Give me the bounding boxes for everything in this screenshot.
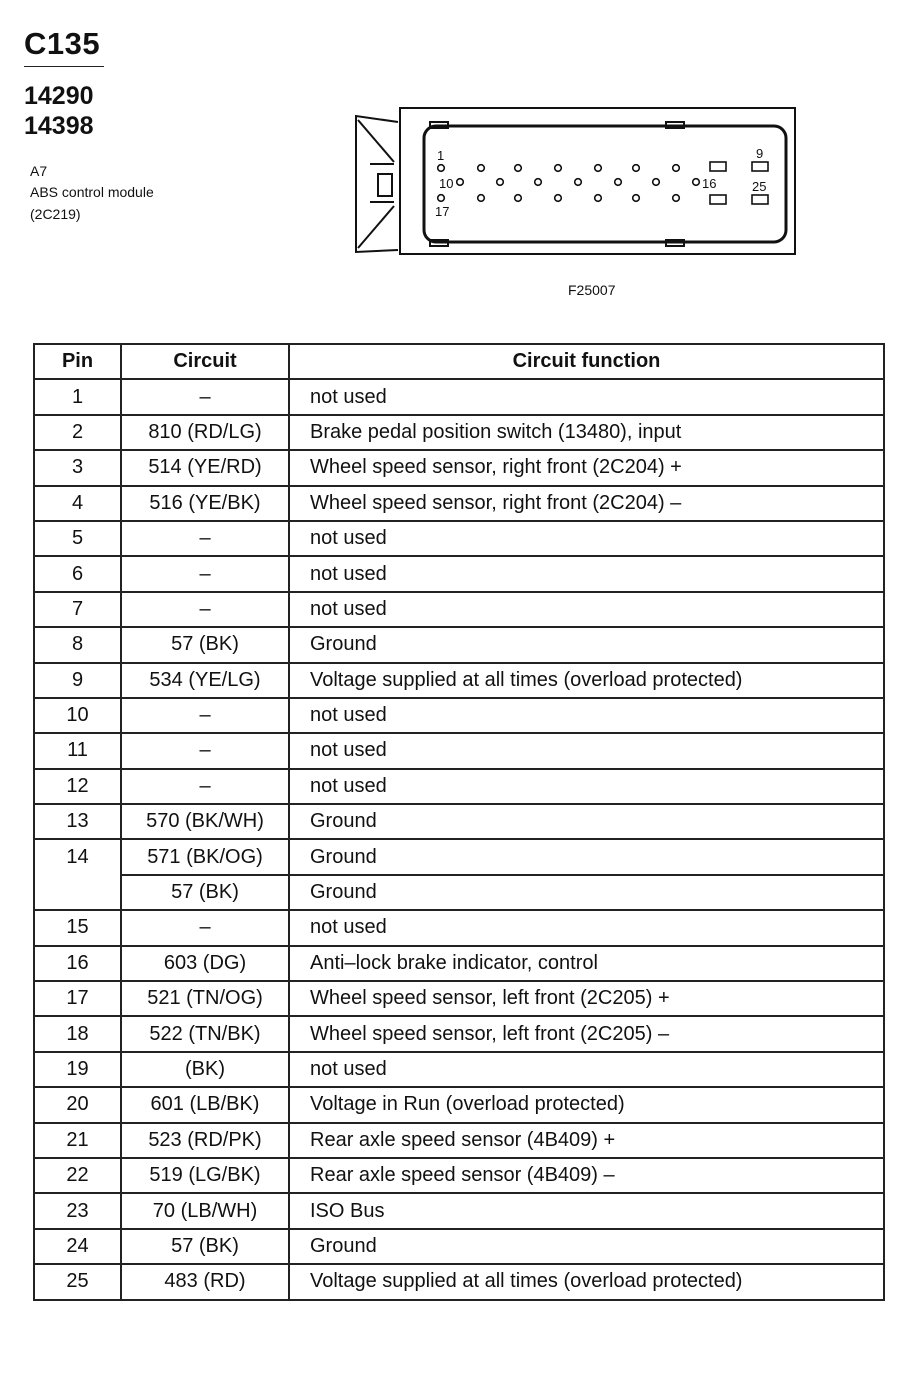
table-row <box>34 521 884 556</box>
table-row <box>34 1016 884 1051</box>
part-number-1: 14290 <box>24 82 94 110</box>
table-row <box>34 415 884 450</box>
circuit-function: Voltage in Run (overload protected) <box>289 1087 884 1122</box>
circuit-id: 603 (DG) <box>121 946 289 981</box>
circuit-id: – <box>121 592 289 627</box>
circuit-id: 521 (TN/OG) <box>121 981 289 1016</box>
table-row <box>34 627 884 662</box>
circuit-function: Ground <box>289 627 884 662</box>
circuit-function: Wheel speed sensor, right front (2C204) + <box>289 450 884 485</box>
circuit-id: 571 (BK/OG) <box>121 839 289 874</box>
pin-number: 12 <box>34 769 121 804</box>
component-name: ABS control module <box>30 184 154 200</box>
table-row <box>34 1052 884 1087</box>
pin-number: 24 <box>34 1229 121 1264</box>
circuit-id: 810 (RD/LG) <box>121 415 289 450</box>
table-row <box>34 839 884 874</box>
circuit-id: – <box>121 556 289 591</box>
pin-number: 7 <box>34 592 121 627</box>
circuit-function: not used <box>289 698 884 733</box>
table-row <box>34 556 884 591</box>
circuit-function: not used <box>289 521 884 556</box>
circuit-function: not used <box>289 556 884 591</box>
circuit-id: 570 (BK/WH) <box>121 804 289 839</box>
pin-number: 14 <box>34 839 121 910</box>
circuit-function: Ground <box>289 804 884 839</box>
circuit-id: 601 (LB/BK) <box>121 1087 289 1122</box>
circuit-id: 57 (BK) <box>121 1229 289 1264</box>
circuit-function: Wheel speed sensor, left front (2C205) – <box>289 1016 884 1051</box>
table-row <box>34 981 884 1016</box>
circuit-id: 523 (RD/PK) <box>121 1123 289 1158</box>
pin-number: 17 <box>34 981 121 1016</box>
table-body <box>34 379 884 1299</box>
table-row <box>34 450 884 485</box>
circuit-function: not used <box>289 910 884 945</box>
table-row <box>34 875 884 910</box>
circuit-function: Rear axle speed sensor (4B409) + <box>289 1123 884 1158</box>
circuit-function: ISO Bus <box>289 1193 884 1228</box>
circuit-id: 519 (LG/BK) <box>121 1158 289 1193</box>
pin-label-10: 10 <box>439 176 454 191</box>
pin-number: 23 <box>34 1193 121 1228</box>
circuit-function: Wheel speed sensor, left front (2C205) + <box>289 981 884 1016</box>
circuit-function: Voltage supplied at all times (overload protected) <box>289 663 884 698</box>
table-row <box>34 486 884 521</box>
pin-number: 3 <box>34 450 121 485</box>
header-pin: Pin <box>34 344 121 379</box>
circuit-id: – <box>121 521 289 556</box>
circuit-id: (BK) <box>121 1052 289 1087</box>
pin-number: 4 <box>34 486 121 521</box>
header-circuit: Circuit <box>121 344 289 379</box>
circuit-id: – <box>121 733 289 768</box>
circuit-function: Rear axle speed sensor (4B409) – <box>289 1158 884 1193</box>
pin-number: 13 <box>34 804 121 839</box>
circuit-function: not used <box>289 379 884 414</box>
circuit-function: Voltage supplied at all times (overload protected) <box>289 1264 884 1299</box>
circuit-function: Wheel speed sensor, right front (2C204) – <box>289 486 884 521</box>
pin-number: 20 <box>34 1087 121 1122</box>
circuit-id: – <box>121 910 289 945</box>
circuit-function: not used <box>289 592 884 627</box>
circuit-id: 522 (TN/BK) <box>121 1016 289 1051</box>
circuit-id: 534 (YE/LG) <box>121 663 289 698</box>
pin-number: 1 <box>34 379 121 414</box>
table-row <box>34 1123 884 1158</box>
circuit-function: Ground <box>289 875 884 910</box>
pin-number: 9 <box>34 663 121 698</box>
table-row <box>34 769 884 804</box>
title-underline <box>24 66 104 67</box>
pin-label-1: 1 <box>437 148 445 163</box>
table-row <box>34 1264 884 1299</box>
circuit-id: 516 (YE/BK) <box>121 486 289 521</box>
circuit-id: – <box>121 698 289 733</box>
circuit-id: 57 (BK) <box>121 627 289 662</box>
circuit-function: Anti–lock brake indicator, control <box>289 946 884 981</box>
pin-number: 25 <box>34 1264 121 1299</box>
table-row <box>34 379 884 414</box>
table-row <box>34 946 884 981</box>
figure-id: F25007 <box>568 282 616 298</box>
circuit-id: 514 (YE/RD) <box>121 450 289 485</box>
pin-number: 2 <box>34 415 121 450</box>
circuit-function: not used <box>289 1052 884 1087</box>
circuit-id: – <box>121 379 289 414</box>
table-row <box>34 663 884 698</box>
table-row <box>34 592 884 627</box>
table-header-row <box>34 344 884 379</box>
pin-number: 10 <box>34 698 121 733</box>
pin-number: 11 <box>34 733 121 768</box>
circuit-function: not used <box>289 769 884 804</box>
pin-number: 18 <box>34 1016 121 1051</box>
table-row <box>34 1193 884 1228</box>
table-row <box>34 910 884 945</box>
pin-number: 15 <box>34 910 121 945</box>
pin-number: 19 <box>34 1052 121 1087</box>
pin-number: 16 <box>34 946 121 981</box>
circuit-function: Brake pedal position switch (13480), input <box>289 415 884 450</box>
circuit-id: 483 (RD) <box>121 1264 289 1299</box>
pin-label-25: 25 <box>752 179 767 194</box>
table-row <box>34 1158 884 1193</box>
header-circuit-function: Circuit function <box>289 344 884 379</box>
table-row <box>34 733 884 768</box>
connector-id: C135 <box>24 26 101 61</box>
pinout-table <box>33 343 885 1301</box>
pin-number: 21 <box>34 1123 121 1158</box>
pin-number: 22 <box>34 1158 121 1193</box>
table-row <box>34 1087 884 1122</box>
connector-face-diagram <box>350 102 802 262</box>
circuit-function: not used <box>289 733 884 768</box>
table-row <box>34 1229 884 1264</box>
location-code: A7 <box>30 163 48 179</box>
circuit-function: Ground <box>289 839 884 874</box>
circuit-function: Ground <box>289 1229 884 1264</box>
circuit-id: 70 (LB/WH) <box>121 1193 289 1228</box>
pin-label-17: 17 <box>435 204 450 219</box>
circuit-id: – <box>121 769 289 804</box>
table-row <box>34 804 884 839</box>
pin-label-9: 9 <box>756 146 764 161</box>
component-number: (2C219) <box>30 206 81 222</box>
pin-number: 8 <box>34 627 121 662</box>
pin-number: 5 <box>34 521 121 556</box>
pin-number: 6 <box>34 556 121 591</box>
table-row <box>34 698 884 733</box>
circuit-id: 57 (BK) <box>121 875 289 910</box>
pin-label-16: 16 <box>702 176 717 191</box>
part-number-2: 14398 <box>24 112 94 140</box>
